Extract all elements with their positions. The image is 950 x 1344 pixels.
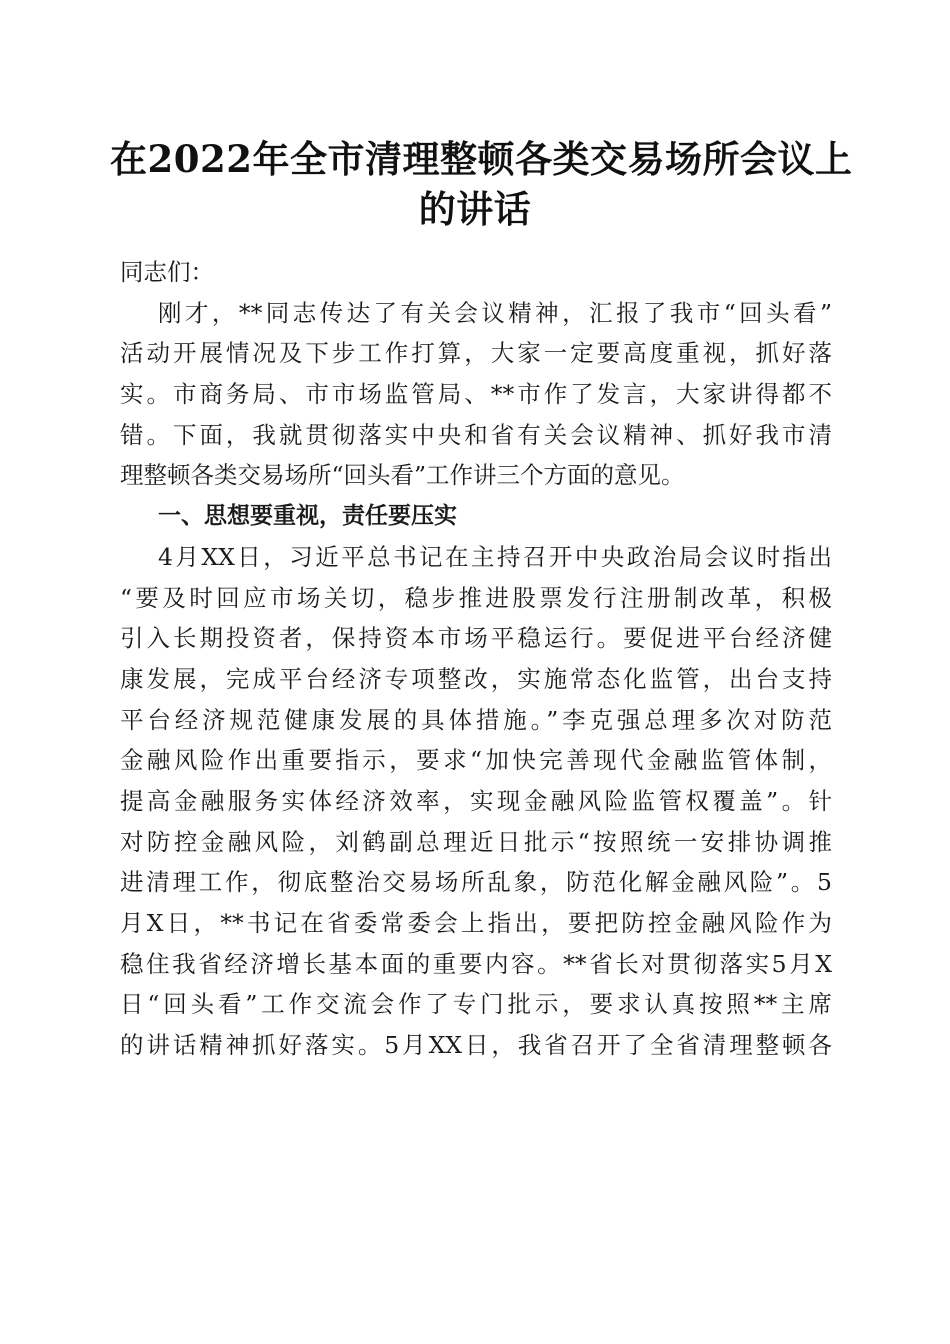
paragraph-line: 康发展，完成平台经济专项整改，实施常态化监管，出台支持 bbox=[120, 664, 832, 693]
salutation: 同志们： bbox=[120, 258, 214, 286]
paragraph-line: 活动开展情况及下步工作打算，大家一定要高度重视，抓好落 bbox=[120, 339, 832, 368]
paragraph-line: 4月XX日，习近平总书记在主持召开中央政治局会议时指出 bbox=[158, 542, 832, 571]
paragraph-2 bbox=[120, 537, 832, 1066]
paragraph-line: 的讲话精神抓好落实。5月XX日，我省召开了全省清理整顿各 bbox=[120, 1031, 832, 1060]
paragraph-line: 实。市商务局、市市场监管局、**市作了发言，大家讲得都不 bbox=[120, 380, 832, 409]
paragraph-line: 对防控金融风险，刘鹤副总理近日批示“按照统一安排协调推 bbox=[120, 827, 832, 856]
paragraph-1 bbox=[120, 293, 832, 496]
paragraph-line: “要及时回应市场关切，稳步推进股票发行注册制改革，积极 bbox=[120, 583, 832, 612]
document-title bbox=[110, 134, 853, 234]
document-body bbox=[120, 252, 832, 1066]
title-line-2: 的讲话 bbox=[418, 187, 532, 231]
section-heading-1: 一、思想要重视，责任要压实 bbox=[158, 503, 457, 530]
paragraph-line: 进清理工作，彻底整治交易场所乱象，防范化解金融风险”。5 bbox=[120, 868, 832, 897]
paragraph-line: 平台经济规范健康发展的具体措施。”李克强总理多次对防范 bbox=[120, 705, 832, 734]
paragraph-line: 提高金融服务实体经济效率，实现金融风险监管权覆盖”。针 bbox=[120, 786, 832, 815]
paragraph-line: 日“回头看”工作交流会作了专门批示，要求认真按照**主席 bbox=[120, 990, 832, 1019]
paragraph-line: 稳住我省经济增长基本面的重要内容。**省长对贯彻落实5月X bbox=[120, 949, 832, 978]
paragraph-line: 月X日，**书记在省委常委会上指出，要把防控金融风险作为 bbox=[120, 909, 832, 937]
paragraph-line: 引入长期投资者，保持资本市场平稳运行。要促进平台经济健 bbox=[120, 624, 832, 653]
paragraph-line: 刚才，**同志传达了有关会议精神，汇报了我市“回头看” bbox=[158, 298, 832, 327]
paragraph-line: 理整顿各类交易场所“回头看”工作讲三个方面的意见。 bbox=[120, 461, 685, 490]
title-line-1: 在2022年全市清理整顿各类交易场所会议上 bbox=[110, 137, 853, 181]
paragraph-line: 金融风险作出重要指示，要求“加快完善现代金融监管体制， bbox=[120, 746, 832, 775]
paragraph-line: 错。下面，我就贯彻落实中央和省有关会议精神、抓好我市清 bbox=[120, 420, 832, 449]
